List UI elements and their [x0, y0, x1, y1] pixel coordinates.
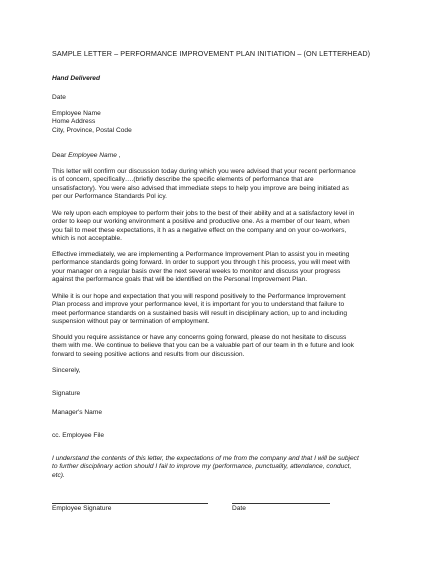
closing: Sincerely,: [52, 367, 81, 374]
paragraph-line: suspension without pay or termination of employment.: [52, 318, 210, 326]
paragraph-line: against the performance goals that will be identified on the Personal Improvement Plan.: [52, 276, 308, 284]
acknowledgement: [52, 455, 387, 480]
paragraph-line: Effective immediately, we are implementing a Performance Improvement Plan to assist you in meeting: [52, 251, 350, 258]
paragraph-concern: [52, 168, 387, 202]
acknowledgement-line: etc).: [52, 471, 65, 479]
acknowledgement-line: I understand the contents of this letter, the expectations of me from the company and that I will be subject: [52, 455, 359, 462]
paragraph-line: While it is our hope and expectation that you will respond positively to the Performance Improvement: [52, 293, 346, 300]
paragraph-support: [52, 334, 387, 359]
paragraph-line: forward to seeing positive actions and results from our discussion.: [52, 350, 245, 358]
manager-name-label: Manager's Name: [52, 409, 103, 416]
address-block: [52, 110, 387, 135]
salutation-suffix: ,: [116, 152, 121, 159]
paragraph-line: which is not acceptable.: [52, 235, 123, 243]
paragraph-line: them with me. We continue to believe that you can be a valuable part of our team in th e future and look: [52, 342, 354, 350]
paragraph-line: unsatisfactory). You were also advised that immediate steps to help you improve are being initiated as: [52, 184, 349, 192]
paragraph-line: This letter will confirm our discussion today during which you were advised that your recent performance: [52, 168, 356, 175]
salutation-name: Employee Name: [68, 152, 117, 159]
letter-title: SAMPLE LETTER – PERFORMANCE IMPROVEMENT PLAN INITIATION – (ON LETTERHEAD): [52, 49, 371, 58]
address-line: City, Province, Postal Code: [52, 126, 132, 134]
paragraph-consequences: [52, 293, 387, 327]
paragraph-line: meet performance standards on a sustained basis will result in disciplinary action, up to and including: [52, 309, 348, 317]
paragraph-line: is of concern, specifically….(briefly describe the specific elements of performance that are: [52, 176, 314, 184]
date-signature-line: [232, 503, 330, 504]
paragraph-line: per our Performance Standards Pol icy.: [52, 193, 167, 201]
signature-label: Signature: [52, 390, 81, 397]
paragraph-line: Should you require assistance or have any concerns going forward, please do not hesitate to discuss: [52, 334, 347, 341]
acknowledgement-line: to further disciplinary action should I fail to improve my (performance, punctuality, attendance, conduct,: [52, 463, 352, 471]
paragraph-expectations: [52, 210, 387, 244]
date-signature-label: Date: [232, 505, 246, 512]
paragraph-line: Plan process and improve your performance level, it is important for you to understand that failure to: [52, 301, 345, 309]
address-line: Employee Name: [52, 110, 101, 117]
paragraph-line: We rely upon each employee to perform their jobs to the best of their ability and at a satisfactory level in: [52, 210, 355, 217]
paragraph-line: your manager on a regular basis over the next several weeks to monitor and discuss your progress: [52, 267, 341, 275]
salutation: [52, 152, 387, 160]
paragraph-line: you fail to meet these expectations, it h as a negative effect on the company and on your co-workers,: [52, 226, 347, 234]
employee-signature-label: Employee Signature: [52, 505, 112, 512]
address-line: Home Address: [52, 118, 96, 126]
paragraph-line: order to keep our working environment a positive and productive one. As a member of our team, when: [52, 218, 350, 226]
cc-line: cc. Employee File: [52, 432, 105, 439]
delivery-note: Hand Delivered: [52, 75, 101, 82]
paragraph-plan: [52, 251, 387, 285]
paragraph-line: performance standards going forward. In order to support you through t his process, you will meet with: [52, 259, 350, 267]
date-label: Date: [52, 94, 66, 101]
employee-signature-line: [52, 503, 208, 504]
salutation-prefix: Dear: [52, 152, 67, 159]
